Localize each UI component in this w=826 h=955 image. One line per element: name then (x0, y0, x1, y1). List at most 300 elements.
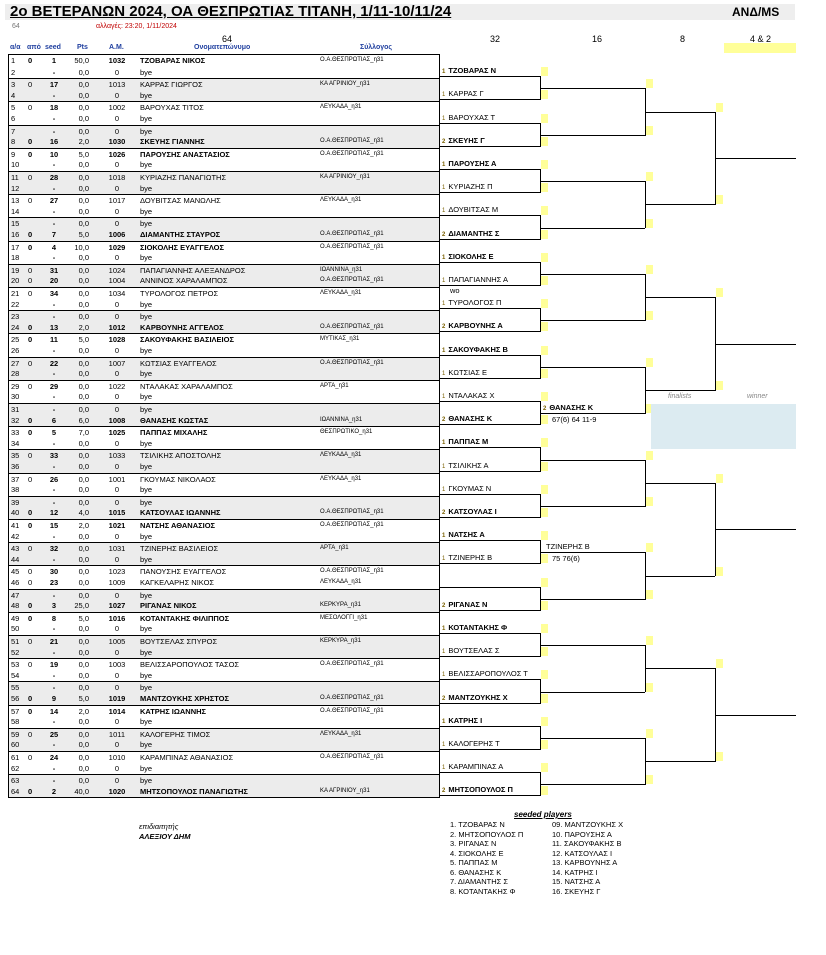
player-name: ΒΟΥΤΣΕΛΑΣ ΣΠΥΡΟΣ (140, 637, 218, 646)
seed-value: 16 (49, 137, 59, 147)
seed-value: - (52, 763, 56, 773)
score-highlight (541, 276, 548, 285)
points-value: 0,0 (78, 369, 89, 379)
points-value: 0,0 (78, 358, 89, 368)
round32-entry (442, 530, 485, 541)
club-name: Ο.Α.ΘΕΣΠΡΩΤΙΑΣ_η31 (320, 661, 384, 668)
points-value: 0,0 (78, 114, 89, 123)
registration-number: 1010 (108, 753, 126, 762)
score-highlight (716, 103, 723, 112)
seed-value: - (52, 392, 56, 402)
header-name: Ονοματεπώνυμο (194, 44, 251, 51)
entry-seed-marker: 1 (442, 556, 446, 563)
club-name: Ο.Α.ΘΕΣΠΡΩΤΙΑΣ_η31 (320, 568, 384, 575)
club-name: Ο.Α.ΘΕΣΠΡΩΤΙΑΣ_η31 (320, 323, 384, 330)
registration-number: 0 (114, 590, 120, 600)
from-value: 0 (28, 265, 33, 275)
seeded-player: 6. ΘΑΝΑΣΗΣ Κ (450, 867, 502, 877)
player-name: ΣΚΕΥΗΣ ΓΙΑΝΝΗΣ (140, 137, 205, 147)
registration-number: 1020 (108, 786, 126, 796)
points-value: 7,0 (78, 428, 89, 438)
registration-number: 1029 (108, 242, 126, 252)
seeded-player: 16. ΣΚΕΥΗΣ Γ (552, 886, 601, 896)
club-name: Ο.Α.ΘΕΣΠΡΩΤΙΑΣ_η31 (320, 707, 384, 714)
seed-value: - (52, 312, 56, 322)
player-name: ΒΑΡΟΥΧΑΣ ΤΙΤΟΣ (140, 103, 204, 113)
entry-name: ΜΑΝΤΖΟΥΚΗΣ Χ (448, 692, 508, 702)
seed-value: - (52, 624, 56, 634)
finalists-label: finalists (668, 393, 692, 400)
entry-seed-marker: 1 (442, 208, 446, 215)
seeded-player: 13. ΚΑΡΒΟΥΝΗΣ Α (552, 858, 618, 867)
player-name: bye (140, 183, 153, 193)
bracket-line (540, 460, 645, 461)
table-row (9, 345, 439, 357)
table-row (9, 136, 439, 148)
draw-position: 59 (11, 729, 20, 739)
seed-value: - (52, 160, 56, 170)
seed-value: 26 (49, 474, 59, 484)
draw-position: 42 (11, 531, 20, 541)
entry-seed-marker: 2 (543, 406, 547, 413)
score-highlight (541, 786, 548, 795)
points-value: 50,0 (74, 56, 89, 65)
draw-position: 28 (11, 369, 20, 379)
entry-seed-marker: 2 (442, 231, 446, 238)
club-name: Ο.Α.ΘΕΣΠΡΩΤΙΑΣ_η31 (320, 359, 384, 366)
seeded-player: 11. ΣΑΚΟΥΦΑΚΗΣ Β (552, 839, 622, 848)
bracket-line (540, 692, 645, 693)
from-value: 0 (28, 196, 33, 206)
seeded-player: 15. ΝΑΤΣΗΣ Α (552, 877, 601, 886)
player-name: ΚΑΓΚΕΛΑΡΗΣ ΝΙΚΟΣ (140, 578, 215, 587)
seed-value: 5 (51, 428, 57, 438)
registration-number: 1021 (108, 521, 126, 530)
seed-value: 20 (49, 276, 59, 286)
registration-number: 1027 (108, 601, 126, 611)
draw-position: 40 (11, 508, 20, 518)
draw-position: 2 (11, 67, 16, 77)
player-name: bye (140, 717, 153, 727)
player-name: bye (140, 497, 153, 507)
entry-seed-marker: 1 (442, 278, 446, 284)
entry-seed-marker: 1 (442, 92, 446, 99)
points-value: 0,0 (78, 276, 89, 286)
draw-position: 8 (11, 137, 16, 147)
from-value: 0 (28, 474, 33, 484)
registration-number: 0 (114, 405, 120, 414)
score-highlight (716, 659, 723, 668)
round32-entry (442, 345, 508, 356)
score-highlight (541, 183, 548, 192)
seed-value: 13 (49, 322, 59, 332)
bracket-line (645, 390, 715, 391)
bracket-line (540, 506, 645, 507)
points-value: 0,0 (78, 67, 89, 77)
entry-seed-marker: 2 (442, 510, 446, 516)
player-name: bye (140, 90, 153, 100)
score-highlight (646, 775, 653, 784)
seed-value: - (52, 776, 56, 786)
draw-position: 16 (11, 230, 20, 239)
entry-seed-marker: 1 (442, 440, 446, 447)
round32-entry (442, 646, 500, 657)
registration-number: 0 (114, 763, 120, 773)
club-name: ΑΡΤΑ_η31 (320, 545, 349, 552)
bracket-line (645, 761, 715, 762)
points-value: 0,0 (78, 451, 89, 461)
match-score: 67(6) 64 11-9 (552, 415, 597, 425)
score-highlight (646, 219, 653, 228)
seeded-player: 2. ΜΗΤΣΟΠΟΥΛΟΣ Π (450, 829, 524, 839)
draw-position: 3 (11, 80, 16, 90)
player-name: ΚΩΤΣΙΑΣ ΕΥΑΓΓΕΛΟΣ (140, 358, 217, 368)
points-value: 0,0 (78, 717, 89, 727)
club-name: Ο.Α.ΘΕΣΠΡΩΤΙΑΣ_η31 (320, 509, 384, 516)
registration-number: 0 (114, 253, 120, 263)
registration-number: 0 (114, 554, 120, 564)
points-value: 0,0 (78, 763, 89, 773)
registration-number: 1006 (108, 230, 126, 239)
seed-value: 17 (49, 80, 59, 90)
registration-number: 1028 (108, 335, 126, 345)
seed-value: - (52, 740, 56, 750)
table-row (9, 275, 439, 287)
player-name: ΠΑΡΟΥΣΗΣ ΑΝΑΣΤΑΣΙΟΣ (140, 149, 230, 159)
player-name: ΚΑΡΡΑΣ ΓΙΩΡΓΟΣ (140, 80, 203, 90)
points-value: 0,0 (78, 531, 89, 541)
score-highlight (541, 90, 548, 99)
seed-value: 29 (49, 381, 59, 391)
round32-entry (442, 113, 495, 124)
from-value: 0 (28, 428, 33, 438)
entry-name: ΣΑΚΟΥΦΑΚΗΣ Β (448, 344, 508, 354)
table-row (9, 438, 439, 450)
draw-position: 41 (11, 521, 20, 530)
registration-number: 1033 (108, 451, 126, 461)
points-value: 0,0 (78, 670, 89, 680)
from-value: 0 (28, 521, 33, 530)
entry-name: ΚΑΤΣΟΥΛΑΣ Ι (448, 507, 497, 516)
table-row (9, 252, 439, 264)
draw-position: 51 (11, 637, 20, 646)
round32-entry (442, 252, 493, 263)
score-highlight (541, 694, 548, 703)
seed-value: - (52, 206, 56, 216)
round32-entry (442, 298, 501, 309)
from-value: 0 (28, 230, 33, 239)
points-value: 0,0 (78, 289, 89, 298)
entry-name: ΤΖΟΒΑΡΑΣ Ν (448, 66, 497, 76)
seed-value: - (52, 485, 56, 495)
from-value: 0 (28, 103, 33, 113)
registration-number: 1018 (108, 173, 126, 182)
match-score: 75 76(6) (552, 554, 580, 564)
player-name: ΚΑΡΒΟΥΝΗΣ ΑΓΓΕΛΟΣ (140, 322, 224, 332)
entry-seed-marker: 1 (442, 254, 446, 261)
score-highlight (716, 195, 723, 204)
round32-entry (442, 205, 498, 216)
player-name: bye (140, 405, 153, 414)
seed-value: - (52, 369, 56, 379)
club-name: ΚΑ ΑΓΡΙΝΙΟΥ_η31 (320, 81, 370, 88)
seed-value: - (52, 647, 56, 657)
page-title: 2ο ΒΕΤΕΡΑΝΩΝ 2024, ΟΑ ΘΕΣΠΡΩΤΙΑΣ ΤΙΤΑΝΗ, 1/11-10/11/24 (10, 3, 452, 20)
bracket-line (540, 181, 645, 182)
registration-number: 0 (114, 219, 120, 229)
seed-value: 9 (51, 694, 57, 703)
from-value: 0 (28, 508, 33, 518)
score-highlight (541, 717, 548, 726)
draw-size-small: 64 (12, 23, 20, 30)
player-name: bye (140, 670, 153, 680)
registration-number: 1005 (108, 637, 126, 646)
entry-name: ΒΑΡΟΥΧΑΣ Τ (448, 112, 496, 122)
seed-value: - (52, 126, 56, 136)
draw-position: 43 (11, 544, 20, 554)
seed-value: - (52, 497, 56, 507)
round32-entry (442, 669, 528, 680)
round32-entry (442, 136, 485, 147)
club-name: ΙΩΑΝΝΙΝΑ_η31 (320, 416, 363, 423)
club-name: Ο.Α.ΘΕΣΠΡΩΤΙΑΣ_η31 (320, 522, 384, 528)
score-highlight (541, 369, 548, 378)
score-highlight (716, 752, 723, 761)
club-name: Ο.Α.ΘΕΣΠΡΩΤΙΑΣ_η31 (320, 243, 384, 250)
score-highlight (541, 322, 548, 331)
entry-seed-marker: 1 (442, 185, 446, 192)
registration-number: 1011 (108, 729, 126, 739)
from-value: 0 (28, 694, 33, 703)
entry-seed-marker: 2 (442, 788, 446, 795)
seeded-player: 12. ΚΑΤΣΟΥΛΑΣ Ι (552, 848, 613, 858)
draw-position: 15 (11, 219, 20, 229)
player-name: bye (140, 346, 153, 355)
entry-seed-marker: 2 (442, 602, 446, 609)
from-value: 0 (28, 786, 33, 796)
bracket-line (540, 599, 645, 600)
bracket-line (645, 112, 715, 113)
bracket-line (540, 274, 645, 275)
round16-entry (543, 403, 593, 414)
club-name: Ο.Α.ΘΕΣΠΡΩΤΙΑΣ_η31 (320, 150, 384, 157)
from-value: 0 (28, 335, 33, 345)
registration-number: 1022 (108, 381, 126, 391)
draw-position: 13 (11, 196, 20, 206)
registration-number: 1002 (108, 103, 126, 113)
player-name: ΝΤΑΛΑΚΑΣ ΧΑΡΑΛΑΜΠΟΣ (140, 381, 233, 391)
points-value: 0,0 (78, 624, 89, 634)
score-highlight (646, 683, 653, 692)
registration-number: 1004 (108, 276, 126, 286)
player-name: ΡΙΓΑΝΑΣ ΝΙΚΟΣ (140, 601, 197, 611)
score-highlight (541, 206, 548, 215)
bracket-line (540, 738, 645, 739)
seed-value: 6 (51, 415, 57, 425)
club-name: ΛΕΥΚΑΔΑ_η31 (320, 104, 362, 111)
seed-value: 23 (49, 578, 59, 587)
from-value: 0 (28, 706, 33, 716)
points-value: 0,0 (78, 126, 89, 136)
player-name: bye (140, 299, 153, 309)
score-highlight (541, 438, 548, 447)
winner-label: winner (747, 393, 768, 400)
entry-name: ΔΟΥΒΙΤΣΑΣ Μ (448, 205, 499, 215)
registration-number: 0 (114, 485, 120, 495)
draw-position: 34 (11, 438, 20, 448)
points-value: 2,0 (78, 322, 89, 332)
points-value: 10,0 (74, 242, 89, 252)
score-highlight (541, 531, 548, 540)
registration-number: 1009 (108, 578, 126, 587)
registration-number: 0 (114, 462, 120, 471)
player-name: bye (140, 531, 153, 541)
seeded-players-title: seeded players (514, 810, 572, 819)
table-row (9, 786, 439, 798)
bracket-line (645, 483, 715, 484)
entry-name: ΚΑΡΡΑΣ Γ (448, 89, 484, 99)
registration-number: 1031 (108, 544, 126, 554)
club-name: Ο.Α.ΘΕΣΠΡΩΤΙΑΣ_η31 (320, 138, 384, 145)
from-value: 0 (28, 276, 33, 286)
registration-number: 1019 (108, 694, 126, 703)
round-header-8: 8 (680, 34, 686, 44)
points-value: 0,0 (78, 405, 89, 414)
entry-name: ΣΙΟΚΟΛΗΣ Ε (448, 251, 494, 261)
score-highlight (541, 670, 548, 679)
club-name: ΛΕΥΚΑΔΑ_η31 (320, 579, 362, 585)
player-name: bye (140, 683, 153, 693)
player-name: ΚΟΤΑΝΤΑΚΗΣ ΦΙΛΙΠΠΟΣ (140, 613, 230, 623)
updated-timestamp: αλλαγές: 23:20, 1/11/2024 (96, 23, 177, 30)
registration-number: 1016 (108, 613, 126, 623)
bracket-line (715, 715, 796, 716)
seed-value: 24 (49, 753, 59, 762)
points-value: 0,0 (78, 474, 89, 484)
registration-number: 0 (114, 312, 120, 322)
draw-position: 44 (11, 554, 20, 564)
registration-number: 0 (114, 438, 120, 448)
entry-seed-marker: 1 (442, 718, 446, 725)
seed-value: - (52, 90, 56, 100)
points-value: 0,0 (78, 660, 89, 670)
points-value: 0,0 (78, 438, 89, 448)
entry-seed-marker: 1 (442, 463, 446, 470)
player-name: ΠΑΝΟΥΣΗΣ ΕΥΑΓΓΕΛΟΣ (140, 567, 227, 577)
club-name: Ο.Α.ΘΕΣΠΡΩΤΙΑΣ_η31 (320, 695, 384, 701)
score-highlight (541, 137, 548, 146)
draw-position: 4 (11, 90, 16, 100)
points-value: 0,0 (78, 206, 89, 216)
draw-position: 29 (11, 381, 20, 391)
bracket-line (540, 367, 645, 368)
entry-name: ΚΑΤΡΗΣ Ι (448, 715, 483, 725)
registration-number: 1015 (108, 508, 126, 518)
points-value: 0,0 (78, 346, 89, 355)
points-value: 2,0 (78, 706, 89, 716)
score-highlight (716, 288, 723, 297)
round16-entry (543, 542, 590, 553)
entry-name: ΚΑΛΟΓΕΡΗΣ Τ (448, 739, 500, 748)
points-value: 0,0 (78, 160, 89, 170)
seed-value: 21 (49, 637, 59, 646)
entry-name: ΚΑΡΒΟΥΝΗΣ Α (448, 321, 503, 331)
entry-name: ΚΥΡΙΑΖΗΣ Π (448, 182, 493, 192)
draw-position: 39 (11, 497, 20, 507)
draw-position: 55 (11, 683, 20, 693)
registration-number: 1026 (108, 149, 126, 159)
from-value: 0 (28, 80, 33, 90)
seeded-player: 7. ΔΙΑΜΑΝΤΗΣ Σ (450, 877, 509, 886)
score-highlight (646, 79, 653, 88)
table-row (9, 55, 439, 67)
player-name: ΓΚΟΥΜΑΣ ΝΙΚΟΛΑΟΣ (140, 474, 216, 484)
club-name: ΚΕΡΚΥΡΑ_η31 (320, 602, 361, 609)
entry-name: ΝΑΤΣΗΣ Α (448, 530, 485, 540)
entry-seed-marker: 1 (442, 394, 446, 400)
table-row (9, 391, 439, 403)
header-am: Α.Μ. (109, 44, 124, 51)
round32-entry (442, 600, 487, 611)
points-value: 0,0 (78, 173, 89, 182)
seed-value: - (52, 67, 56, 77)
entry-name: ΚΟΤΑΝΤΑΚΗΣ Φ (448, 623, 508, 632)
table-row (9, 693, 439, 705)
registration-number: 0 (114, 67, 120, 77)
draw-position: 61 (11, 753, 20, 762)
player-name: ΚΑΤΡΗΣ ΙΩΑΝΝΗΣ (140, 706, 207, 716)
table-row (9, 183, 439, 195)
draw-position: 7 (11, 126, 16, 136)
entry-seed-marker: 1 (442, 301, 446, 308)
from-value: 0 (28, 415, 33, 425)
header-seed: seed (45, 44, 61, 51)
entry-seed-marker: 1 (442, 672, 446, 679)
entry-name: ΔΙΑΜΑΝΤΗΣ Σ (448, 228, 500, 238)
player-name: ΚΥΡΙΑΖΗΣ ΠΑΝΑΓΙΩΤΗΣ (140, 173, 227, 182)
seed-value: - (52, 590, 56, 600)
club-name: Ο.Α.ΘΕΣΠΡΩΤΙΑΣ_η31 (320, 754, 384, 760)
club-name: ΜΕΣΟΛΟΓΓΙ_η31 (320, 614, 368, 621)
score-highlight (541, 578, 548, 587)
points-value: 0,0 (78, 776, 89, 786)
seed-value: 32 (49, 544, 59, 554)
seed-value: 8 (51, 613, 57, 623)
points-value: 0,0 (78, 299, 89, 309)
registration-number: 0 (114, 299, 120, 309)
points-value: 5,0 (78, 335, 89, 345)
score-highlight (646, 636, 653, 645)
table-row (9, 229, 439, 241)
round32-entry (442, 368, 487, 379)
round32-entry (442, 507, 497, 518)
draw-position: 64 (11, 786, 20, 796)
from-value: 0 (28, 753, 33, 762)
seed-value: 22 (49, 358, 59, 368)
score-highlight (541, 392, 548, 401)
score-highlight (541, 230, 548, 239)
registration-number: 1034 (108, 289, 126, 298)
from-value: 0 (28, 544, 33, 554)
round32-entry (442, 484, 491, 495)
entry-name: ΠΑΠΠΑΣ Μ (448, 437, 489, 447)
player-name: bye (140, 312, 153, 322)
entry-name: ΚΩΤΣΙΑΣ Ε (448, 367, 487, 377)
player-name: ΤΥΡΟΛΟΓΟΣ ΠΕΤΡΟΣ (140, 289, 219, 298)
entry-seed-marker: 1 (442, 626, 446, 632)
seed-value: 11 (50, 335, 58, 345)
entry-name: ΝΤΑΛΑΚΑΣ Χ (448, 391, 495, 400)
